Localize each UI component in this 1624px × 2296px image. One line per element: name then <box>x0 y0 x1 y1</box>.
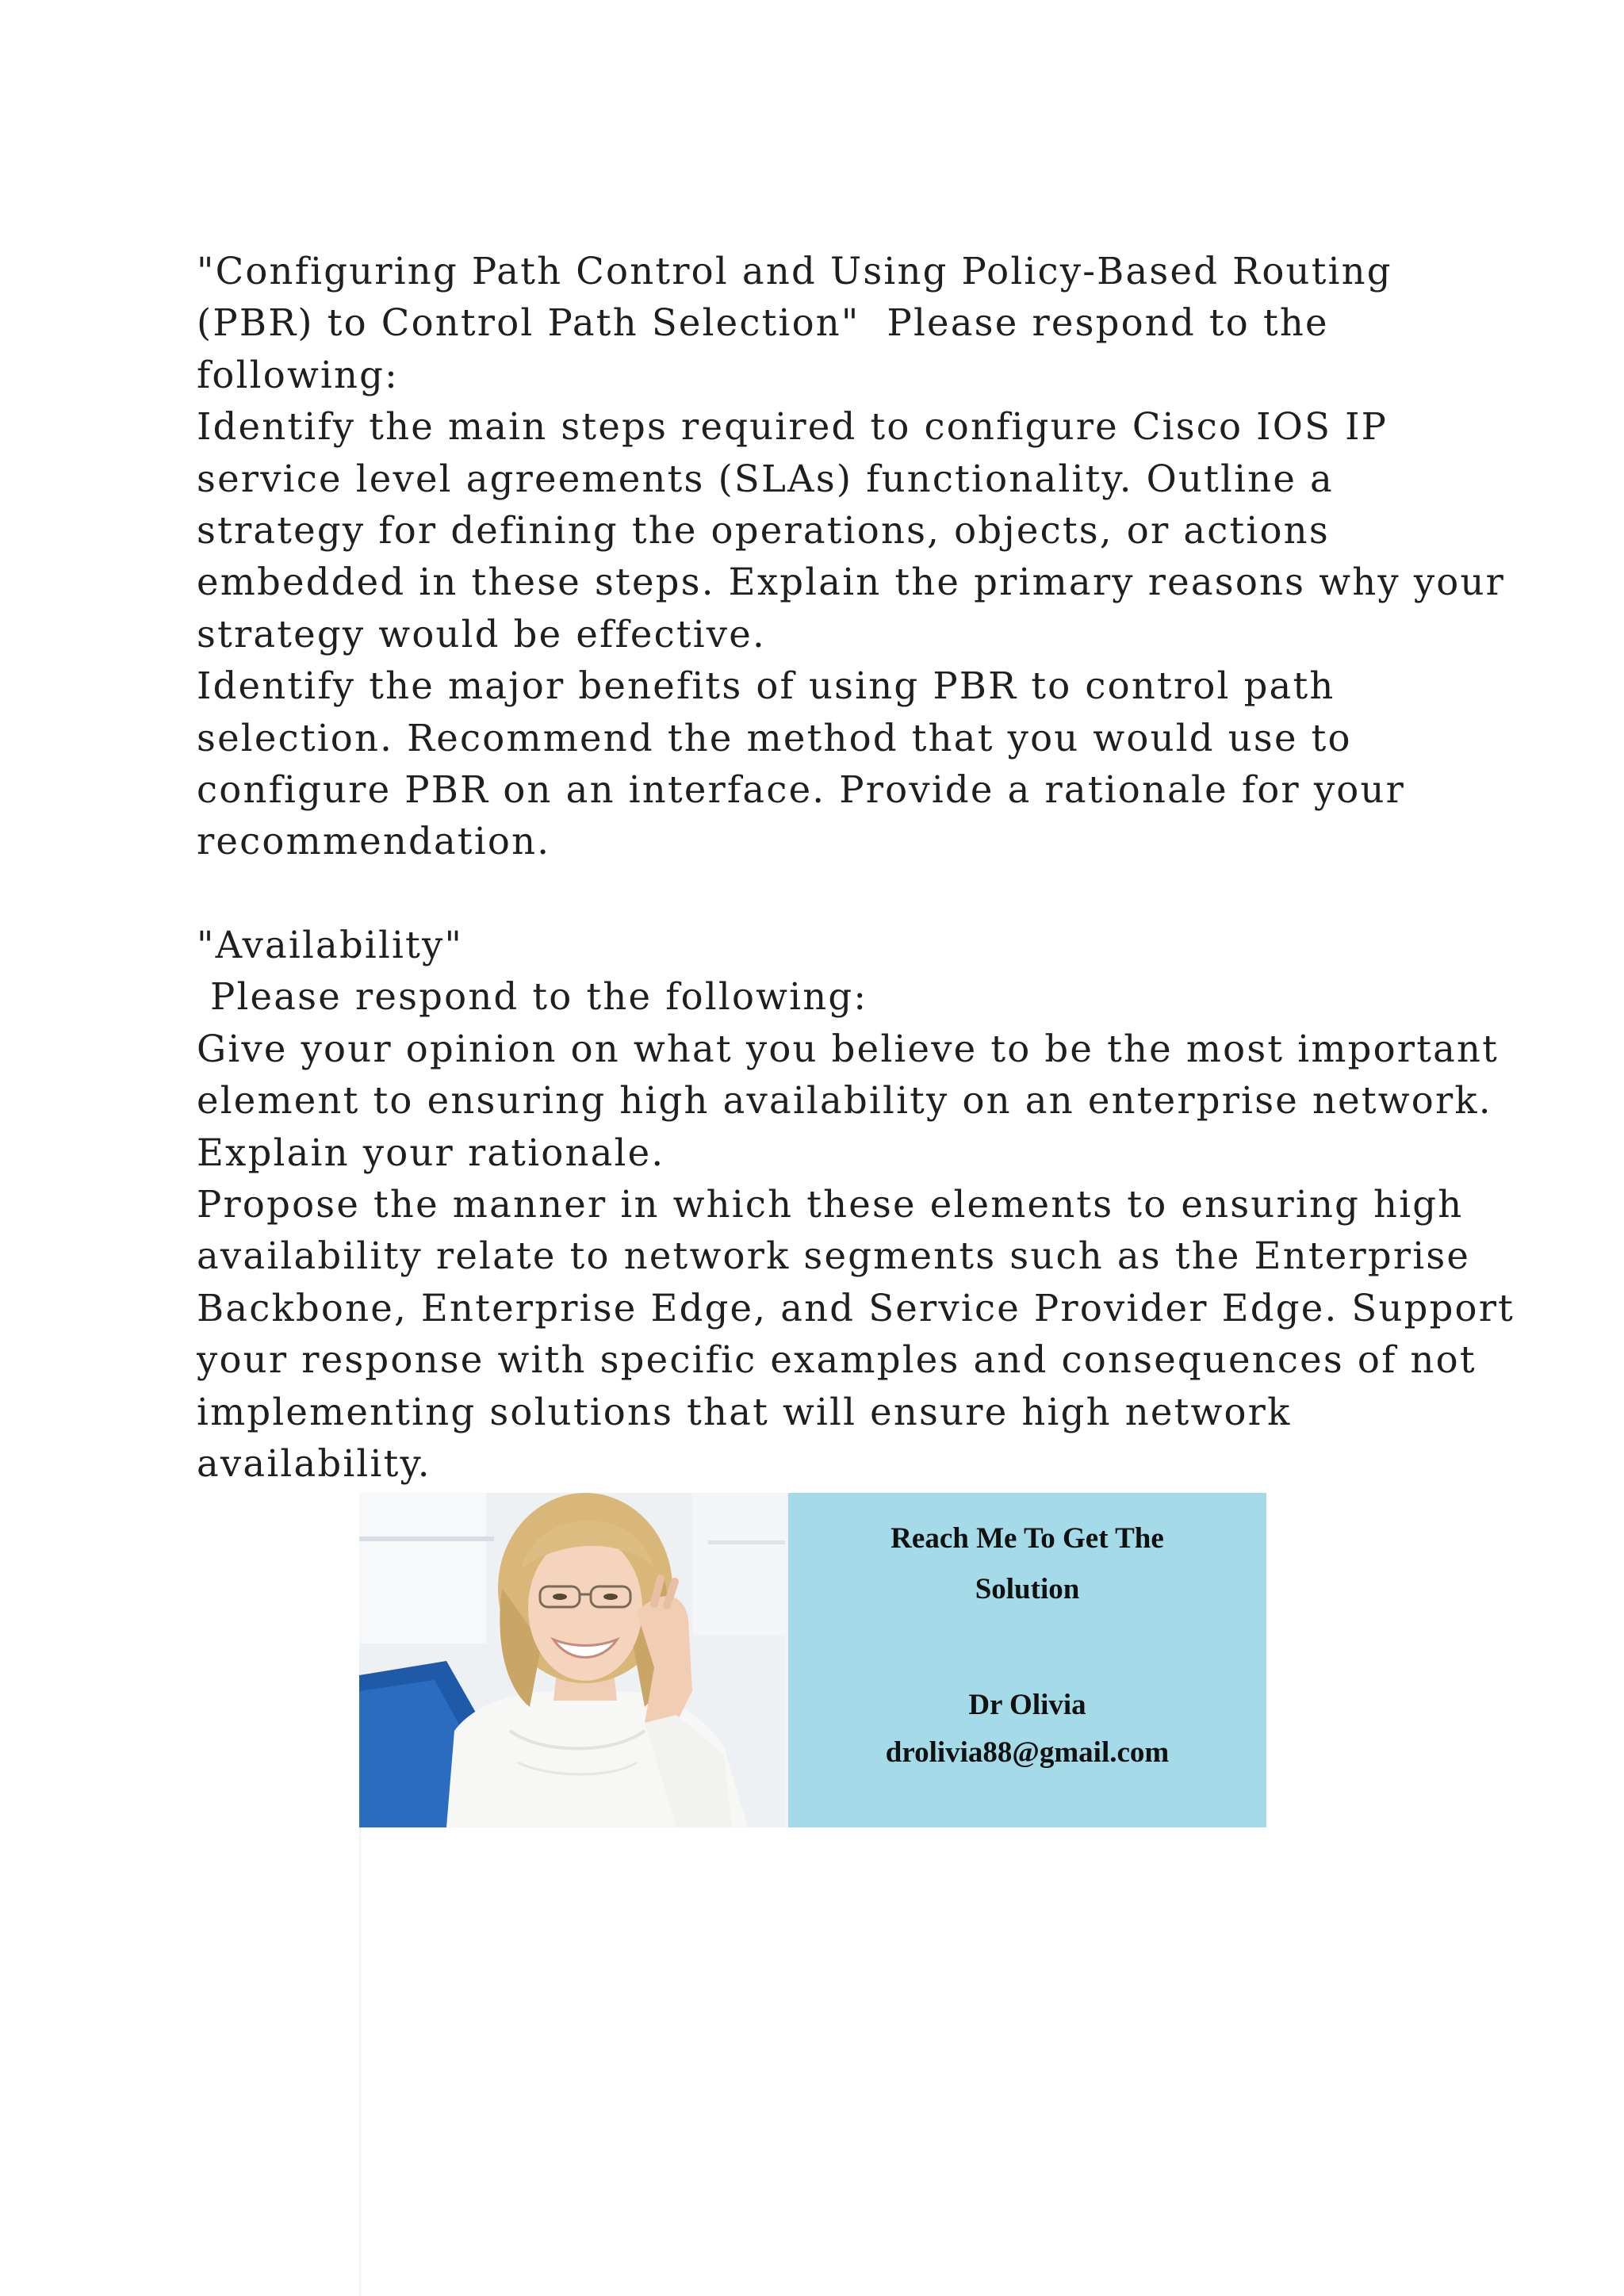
blank-line <box>197 868 1450 920</box>
text-line: Please respond to the following: <box>197 975 868 1019</box>
text-line: "Configuring Path Control and Using Policy-Based Routing <box>197 250 1392 293</box>
text-line: Backbone, Enterprise Edge, and Service Provider Edge. Support <box>197 1286 1515 1330</box>
text-line: strategy would be effective. <box>197 612 766 656</box>
promo-name: Dr Olivia <box>968 1689 1086 1721</box>
woman-photo <box>359 1493 785 1827</box>
text-line: embedded in these steps. Explain the primary reasons why your <box>197 561 1506 604</box>
text-line: Identify the main steps required to configure Cisco IOS IP <box>197 405 1388 449</box>
text-line: strategy for defining the operations, objects, or actions <box>197 508 1330 552</box>
promo-panel <box>788 1493 1266 1827</box>
text-line: following: <box>197 353 399 396</box>
text-line: availability. <box>197 1441 431 1485</box>
text-line: recommendation. <box>197 820 551 863</box>
text-line: implementing solutions that will ensure high network <box>197 1390 1292 1433</box>
text-line: service level agreements (SLAs) functionality. Outline a <box>197 457 1334 500</box>
text-line: Give your opinion on what you believe to be the most important <box>197 1027 1500 1070</box>
text-line: element to ensuring high availability on an enterprise network. <box>197 1079 1492 1123</box>
text-line: "Availability" <box>197 924 464 967</box>
text-line: Identify the major benefits of using PBR to control path <box>197 664 1335 708</box>
promo-heading-line1: Reach Me To Get The <box>891 1522 1164 1555</box>
document-body <box>197 246 1515 1490</box>
text-line: your response with specific examples and consequences of not <box>197 1338 1477 1382</box>
contact-banner <box>359 1493 1266 1827</box>
page-divider <box>359 1827 361 2296</box>
text-line: availability relate to network segments such as the Enterprise <box>197 1234 1471 1278</box>
text-line: selection. Recommend the method that you would use to <box>197 716 1352 760</box>
text-line: Propose the manner in which these elements to ensuring high <box>197 1183 1464 1226</box>
text-line: Explain your rationale. <box>197 1131 665 1174</box>
text-line: configure PBR on an interface. Provide a rationale for your <box>197 767 1406 811</box>
promo-email: drolivia88@gmail.com <box>885 1736 1170 1769</box>
text-line: (PBR) to Control Path Selection" Please respond to the <box>197 301 1329 345</box>
promo-heading-line2: Solution <box>975 1573 1080 1605</box>
